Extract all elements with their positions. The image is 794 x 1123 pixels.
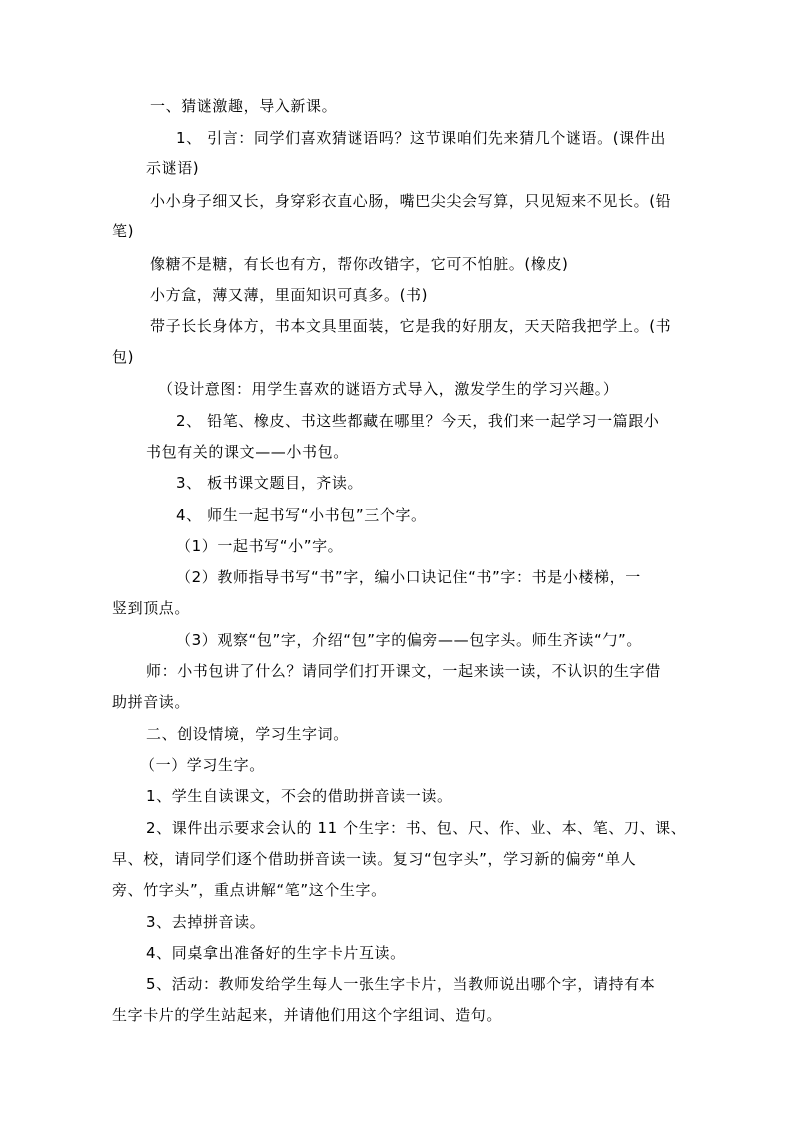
text-line: 3、去掉拼音读。 xyxy=(146,913,266,931)
text-line: 师：小书包讲了什么？请同学们打开课文，一起来读一读，不认识的生字借 xyxy=(146,662,661,680)
text-line: （设计意图：用学生喜欢的谜语方式导入，激发学生的学习兴趣。） xyxy=(158,380,619,398)
text-line: 小方盒，薄又薄，里面知识可真多。(书) xyxy=(150,286,429,304)
text-line: 旁、竹字头”，重点讲解“笔”这个生字。 xyxy=(112,881,387,899)
text-line: 一、猜谜激趣，导入新课。 xyxy=(150,97,338,115)
text-line: （2）教师指导书写“书”字，编小口诀记住“书”字：书是小楼梯，一 xyxy=(176,568,641,586)
text-line: 助拼音读。 xyxy=(112,693,191,711)
text-line: 生字卡片的学生站起来，并请他们用这个字组词、造句。 xyxy=(112,1006,503,1024)
text-line: 小小身子细又长，身穿彩衣直心肠，嘴巴尖尖会写算，只见短来不见长。(铅 xyxy=(150,192,672,210)
text-line: 书包有关的课文——小书包。 xyxy=(146,443,349,461)
text-line: 5、活动：教师发给学生每人一张生字卡片，当教师说出哪个字，请持有本 xyxy=(146,975,656,993)
text-line: 4、同桌拿出准备好的生字卡片互读。 xyxy=(146,944,406,962)
text-line: 4、 师生一起书写“小书包”三个字。 xyxy=(176,506,427,524)
text-line: 2、 铅笔、橡皮、书这些都藏在哪里？今天，我们来一起学习一篇跟小 xyxy=(176,412,660,430)
text-line: 二、创设情境，学习生字词。 xyxy=(146,725,349,743)
text-line: 竖到顶点。 xyxy=(112,599,191,617)
text-line: （一）学习生字。 xyxy=(140,756,265,774)
text-line: （3）观察“包”字，介绍“包”字的偏旁——包字头。师生齐读“勹”。 xyxy=(176,631,642,649)
text-line: 像糖不是糖，有长也有方，帮你改错字，它可不怕脏。(橡皮) xyxy=(150,255,569,273)
text-line: 带子长长身体方，书本文具里面装，它是我的好朋友，天天陪我把学上。(书 xyxy=(150,317,672,335)
text-line: （1）一起书写“小”字。 xyxy=(176,537,344,555)
text-line: 早、校，请同学们逐个借助拼音读一读。复习“包字头”，学习新的偏旁“单人 xyxy=(112,850,637,868)
text-line: 3、 板书课文题目，齐读。 xyxy=(176,474,364,492)
text-line: 1、 引言：同学们喜欢猜谜语吗？这节课咱们先来猜几个谜语。(课件出 xyxy=(176,129,666,147)
text-line: 笔) xyxy=(112,222,135,240)
text-line: 2、课件出示要求会认的 11 个生字：书、包、尺、作、业、本、笔、刀、课、 xyxy=(146,819,687,837)
text-line: 包) xyxy=(112,348,135,366)
text-line: 1、学生自读课文，不会的借助拼音读一读。 xyxy=(146,787,453,805)
text-line: 示谜语) xyxy=(146,159,200,177)
